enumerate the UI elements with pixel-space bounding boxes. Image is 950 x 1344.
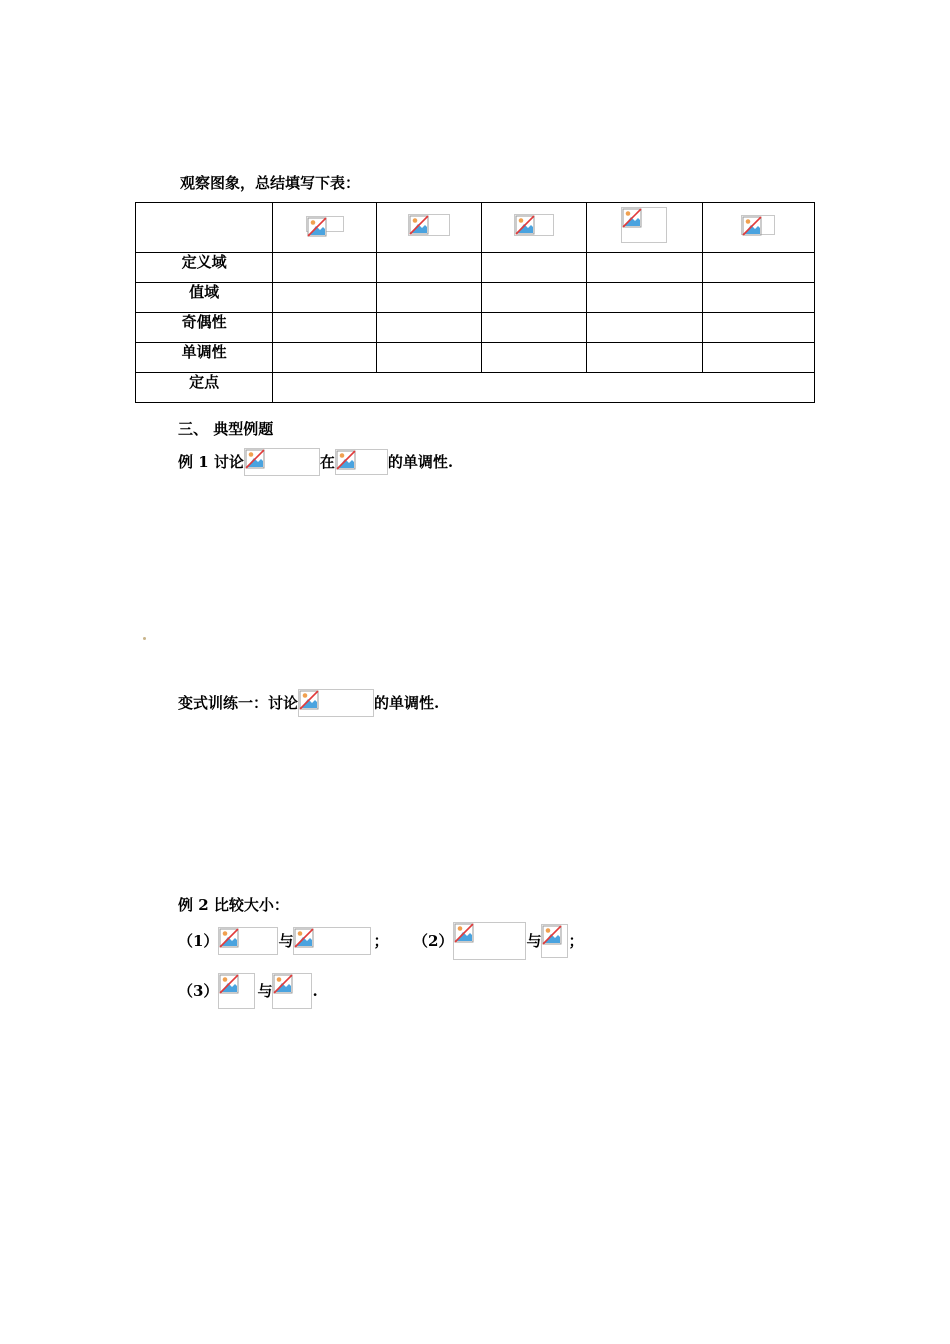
broken-image-icon bbox=[219, 974, 239, 994]
table-cell[interactable] bbox=[482, 313, 586, 343]
table-header-cell bbox=[482, 203, 586, 253]
table-cell[interactable] bbox=[273, 283, 377, 313]
section-heading: 三、 典型例题 bbox=[178, 420, 274, 438]
part3-label: （3） bbox=[178, 982, 219, 1000]
example2-part2 bbox=[413, 922, 583, 960]
formula-image-placeholder bbox=[408, 214, 450, 236]
part1-label: （1） bbox=[178, 932, 219, 950]
table-corner-cell bbox=[136, 203, 273, 253]
part2-label: （2） bbox=[413, 932, 454, 950]
table-cell[interactable] bbox=[586, 343, 702, 373]
formula-image-placeholder bbox=[298, 689, 374, 717]
part1-mid: 与 bbox=[278, 932, 294, 950]
table-cell[interactable] bbox=[377, 343, 482, 373]
broken-image-icon bbox=[273, 974, 293, 994]
broken-image-icon bbox=[409, 215, 429, 235]
table-cell[interactable] bbox=[377, 253, 482, 283]
table-cell[interactable] bbox=[586, 283, 702, 313]
formula-image-placeholder bbox=[541, 924, 568, 958]
table-cell[interactable] bbox=[702, 283, 814, 313]
part3-end: . bbox=[312, 982, 318, 1000]
table-cell[interactable] bbox=[702, 343, 814, 373]
table-cell[interactable] bbox=[586, 253, 702, 283]
broken-image-icon bbox=[336, 450, 356, 470]
table-row bbox=[136, 373, 815, 403]
example1-mid: 在 bbox=[319, 453, 335, 471]
intro-text: 观察图象，总结填写下表： bbox=[180, 174, 361, 192]
formula-image-placeholder bbox=[453, 922, 526, 960]
table-header-cell bbox=[273, 203, 377, 253]
table-cell[interactable] bbox=[377, 313, 482, 343]
part2-end: ； bbox=[568, 932, 584, 950]
row-label-monotonicity: 单调性 bbox=[136, 343, 273, 373]
table-cell[interactable] bbox=[377, 283, 482, 313]
table-row bbox=[136, 283, 815, 313]
table-cell[interactable] bbox=[482, 343, 586, 373]
formula-image-placeholder bbox=[244, 448, 320, 476]
table-cell[interactable] bbox=[482, 253, 586, 283]
formula-image-placeholder bbox=[218, 973, 255, 1009]
stray-dot bbox=[143, 637, 146, 640]
table-cell[interactable] bbox=[273, 313, 377, 343]
table-cell[interactable] bbox=[273, 343, 377, 373]
formula-image-placeholder bbox=[335, 449, 388, 475]
table-cell[interactable] bbox=[273, 253, 377, 283]
formula-image-placeholder bbox=[741, 215, 775, 235]
table-cell[interactable] bbox=[482, 283, 586, 313]
table-header-cell bbox=[586, 203, 702, 253]
row-label-fixed-point: 定点 bbox=[136, 373, 273, 403]
example2-title: 例 2 比较大小： bbox=[178, 896, 289, 914]
formula-image-placeholder bbox=[218, 927, 278, 955]
variant1-suffix: 的单调性. bbox=[374, 694, 440, 712]
example1-prefix: 例 1 讨论 bbox=[178, 453, 244, 471]
table-cell[interactable] bbox=[586, 313, 702, 343]
example2-part3 bbox=[178, 973, 318, 1009]
formula-image-placeholder bbox=[272, 973, 312, 1009]
row-label-parity: 奇偶性 bbox=[136, 313, 273, 343]
example2-part1 bbox=[178, 927, 388, 955]
broken-image-icon bbox=[742, 216, 762, 236]
row-label-range: 值域 bbox=[136, 283, 273, 313]
broken-image-icon bbox=[515, 215, 535, 235]
broken-image-icon bbox=[622, 208, 642, 228]
row-label-domain: 定义域 bbox=[136, 253, 273, 283]
part3-mid: 与 bbox=[257, 982, 273, 1000]
variant1-prefix: 变式训练一：讨论 bbox=[178, 694, 299, 712]
table-cell-merged[interactable] bbox=[273, 373, 815, 403]
table-row bbox=[136, 253, 815, 283]
broken-image-icon bbox=[245, 449, 265, 469]
part2-mid: 与 bbox=[526, 932, 542, 950]
table-header-row bbox=[136, 203, 815, 253]
formula-image-placeholder bbox=[293, 927, 371, 955]
broken-image-icon bbox=[307, 217, 327, 237]
example1-line bbox=[178, 448, 453, 476]
variant1-line bbox=[178, 689, 439, 717]
table-header-cell bbox=[377, 203, 482, 253]
broken-image-icon bbox=[542, 925, 562, 945]
summary-table bbox=[135, 202, 815, 403]
table-row bbox=[136, 343, 815, 373]
table-cell[interactable] bbox=[702, 313, 814, 343]
formula-image-placeholder bbox=[306, 216, 344, 232]
broken-image-icon bbox=[299, 690, 319, 710]
part1-end: ； bbox=[373, 932, 389, 950]
table-cell[interactable] bbox=[702, 253, 814, 283]
table-header-cell bbox=[702, 203, 814, 253]
example1-suffix: 的单调性. bbox=[387, 453, 454, 471]
broken-image-icon bbox=[454, 923, 474, 943]
formula-image-placeholder bbox=[514, 214, 554, 236]
table-row bbox=[136, 313, 815, 343]
broken-image-icon bbox=[294, 928, 314, 948]
formula-image-placeholder bbox=[621, 207, 667, 243]
broken-image-icon bbox=[219, 928, 239, 948]
